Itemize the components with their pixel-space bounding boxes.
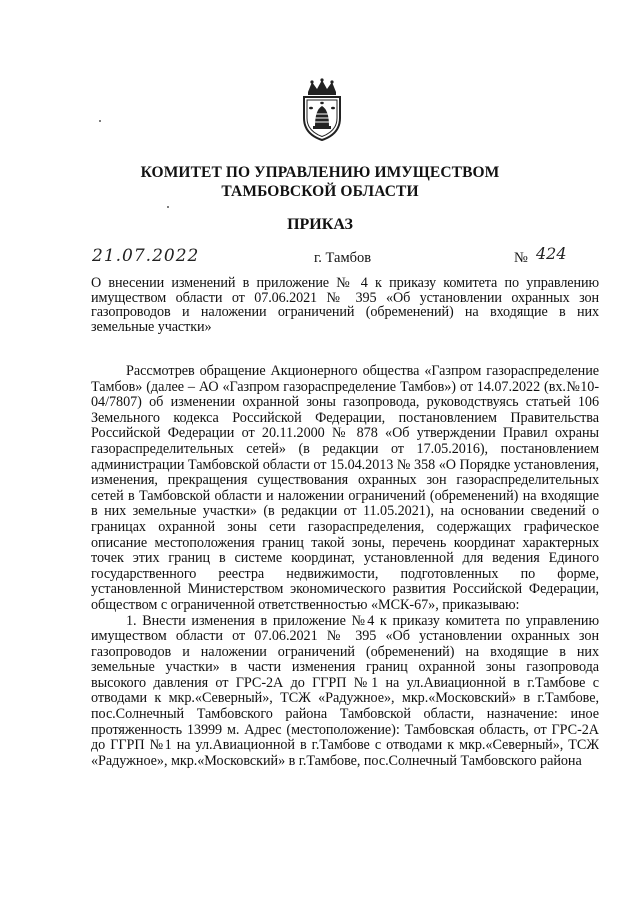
order-subject: О внесении изменений в приложение № 4 к приказу комитета по управлению имуществом области от 07.06.2021 № 395 «Об установлении охранных зон газопроводов и наложении ограничений (обременений) на входящие в них земельные участки» (91, 275, 599, 335)
organization-name-line1: КОМИТЕТ ПО УПРАВЛЕНИЮ ИМУЩЕСТВОМ (140, 164, 500, 181)
handwritten-order-number: 424 (536, 244, 567, 263)
coat-of-arms-icon (298, 78, 346, 142)
document-type-title: ПРИКАЗ (287, 216, 353, 233)
number-sign: № (514, 250, 528, 266)
organization-name-line2: ТАМБОВСКОЙ ОБЛАСТИ (221, 183, 419, 200)
scan-speck (167, 206, 169, 208)
handwritten-date: 21.07.2022 (92, 246, 200, 266)
order-body (91, 364, 599, 769)
body-paragraph-preamble: Рассмотрев обращение Акционерного общества «Газпром газораспределение Тамбов» (далее – АО «Газпром газораспределение Тамбов») от 14.07.2022 (вх.№10-04/7807) об изменении охранной зоны газопровода, руководствуясь статьей 106 Земельного кодекса Российской Федерации, постановлением Правительства Российской Федерации от 20.11.2000 № 878 «Об утверждении Правил охраны газораспределительных сетей» (в редакции от 17.05.2016), постановлением администрации Тамбовской области от 15.04.2013 № 358 «О Порядке установления, изменения, прекращения существования охранных зон газораспределительных сетей в Тамбовской области и наложении ограничений (обременений) на входящие в них земельные участки» (в редакции от 11.05.2021), на основании сведений о границах охранной зоны сети газораспределения, содержащих графическое описание местоположения границ такой зоны, перечень координат характерных точек этих границ в системе координат, установленной для ведения Единого государственного реестра недвижимости, подготовленных по форме, установленной Министерством экономического развития Российской Федерации, обществом с ограниченной ответственностью «МСК-67», приказываю: (91, 363, 599, 613)
body-paragraph-item-1: 1. Внести изменения в приложение №4 к приказу комитета по управлению имуществом области от 07.06.2021 № 395 «Об установлении охранных зон газопроводов и наложении ограничений (обременений) на входящие в них земельные участки» в части изменения границ охранной зоны газопровода высокого давления от ГРС-2А до ГГРП №1 на ул.Авиационной в г.Тамбове с отводами к мкр.«Северный», ТСЖ «Радужное», мкр.«Московский» в г.Тамбове, пос.Солнечный Тамбовского района Тамбовской области, назначение: иное протяженность 13999 м. Адрес (местоположение): Тамбовская область, от ГРС-2А до ГГРП №1 на ул.Авиационной в г.Тамбове с отводами к мкр.«Северный», ТСЖ «Радужное», мкр.«Московский» в г.Тамбове, пос.Солнечный Тамбовского района (91, 612, 599, 769)
city-label: г. Тамбов (314, 250, 372, 266)
scan-speck (99, 120, 101, 122)
